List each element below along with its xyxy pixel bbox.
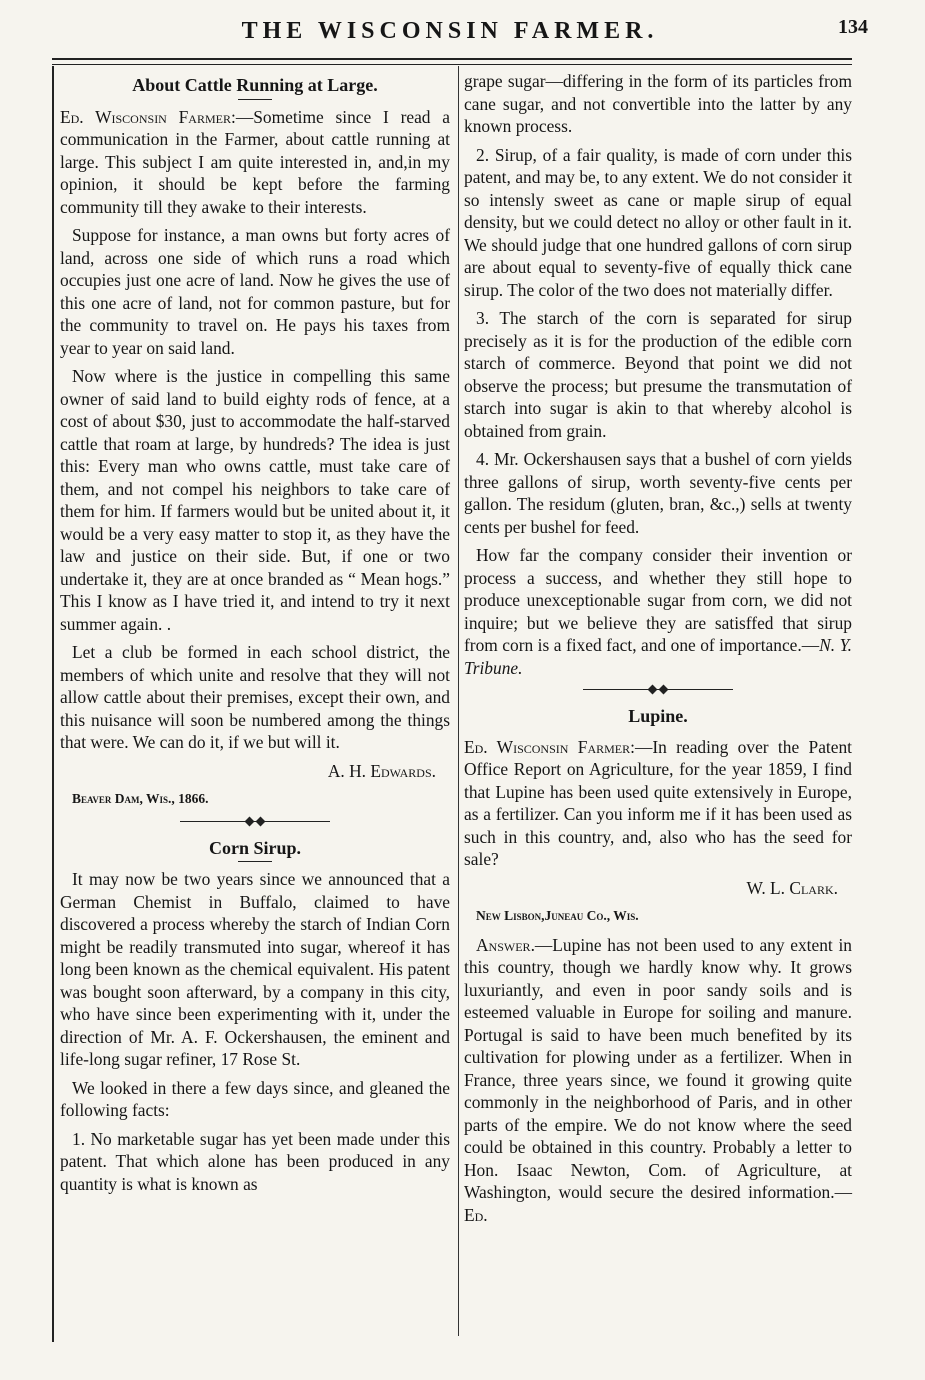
title-rule (238, 99, 272, 100)
sirup-paragraph-1: It may now be two years since we announced that a German Chemist in Buffalo, claimed to have discovered a process whereby the starch of Indian Corn might be readily transmuted into sugar, whereof it has long been known as the chemical equivalent. His patent was bought soon afterward, by a company in this city, who have since been experimenting with it, under the direction of Mr. A. F. Ockershausen, the eminent and life-long sugar refiner, 17 Rose St. (60, 869, 450, 1069)
sirup-paragraph-closing: How far the company consider their invention or process a success, and whether they still hope to produce unexceptionable sugar from corn, we did not inquire; but we believe they are satisffed that sirup from corn is a fixed fact, and one of importance.—N. Y. Tribune. (464, 545, 853, 678)
lupine-answer: Answer.—Lupine has not been used to any extent in this country, though we hardly know why. It grows luxuriantly, and even in poor sandy soils and is esteemed valuable in Europe for soiling and manure. Portugal is said to have been much benefited by its cultivation for plowing under as a fertilizer. When in France, three years since, we found it growing quite commonly in the neighborhood of Paris, and in other parts of the empire. We do not know where the seed could be obtained in this country. Probably a letter to Hon. Isaac Newton, Com. of Agriculture, at Washington, would secure the desired information.—Ed. (464, 934, 852, 1225)
cattle-signature: A. H. Edwards. (327, 760, 436, 781)
header-double-rule (52, 58, 852, 65)
section-divider (583, 685, 733, 695)
section-divider (180, 817, 330, 827)
cattle-paragraph-2: Suppose for instance, a man owns but forty acres of land, across one side of which runs a road which occupies just one acre of land. Now he gives the use of this one acre of land, not for common pasture, but for the community to travel on. He pays his taxes from year to year on said land. (60, 225, 450, 358)
lupine-dateline: New Lisbon,Juneau Co., Wis. (476, 908, 639, 923)
title-rule (238, 861, 272, 862)
left-column (60, 70, 450, 1201)
cattle-paragraph-1: Ed. Wisconsin Farmer:—Sometime since I read a communication in the Farmer, about cattle running at large. This subject I am quite interested in, and,in my opinion, it should be kept before the farming community till they awake to their interests. (60, 106, 450, 217)
lupine-signature: W. L. Clark. (746, 877, 838, 898)
right-column (464, 70, 852, 1232)
sirup-paragraph-item-2: 2. Sirup, of a fair quality, is made of corn under this patent, and may be, to any extent. We do not consider it so intensly sweet as cane or maple sirup of equal density, but we could detect no alloy or other fault in it. We should judge that one hundred gallons of corn sirup are about equal to seventy-five of equally thick cane sirup. The color of the two does not materially differ. (464, 144, 852, 300)
left-border-rule (52, 66, 54, 1342)
editor-initial: Ed. (464, 1204, 488, 1225)
sirup-paragraph-3: 1. No marketable sugar has yet been made under this patent. That which alone has been produced in any quantity is what is known as (60, 1128, 450, 1194)
salutation: Ed. Wisconsin Farmer (464, 736, 631, 757)
lupine-letter: Ed. Wisconsin Farmer:—In reading over the Patent Office Report on Agriculture, for the year 1859, I find that Lupine has been used quite extensively in Europe, as a fertilizer. Can you inform me if it has been used as such in this country, and, also who has the seed for sale? (464, 736, 852, 869)
cattle-dateline: Beaver Dam, Wis., 1866. (72, 791, 209, 806)
salutation: Ed. Wisconsin Farmer (60, 106, 231, 127)
page-number: 134 (838, 16, 868, 38)
sirup-continued-paragraph: grape sugar—differing in the form of its particles from cane sugar, and not convertible into the latter by any known process. (464, 71, 852, 136)
cattle-paragraph-3: Now where is the justice in compelling this same owner of said land to build eighty rods of fence, at a cost of about $30, just to accommodate the half-starved cattle that roam at large, by hundreds? The idea is just this: Every man who owns cattle, must take care of them, and not compel his neighbors to take care of them for him. If farmers would but be united about it, it would be a very easy matter to stop it, as they have the law and justice on their side. But, if one or two undertake it, they are at once branded as “ Mean hogs.” This I know as I have tried it, and intend to try it next summer again. . (60, 366, 450, 634)
sirup-paragraph-item-3: 3. The starch of the corn is separated for sirup precisely as it is for the production of the edible corn starch of commerce. Beyond that point we did not observe the process; but presume the transmutation of starch into sugar is akin to that whereby alcohol is obtained from grain. (464, 308, 852, 441)
cattle-paragraph-4: Let a club be formed in each school district, the members of which unite and resolve that they will not allow cattle about their premises, except their own, and this nuisance will soon be numbered among the things that were. We can do it, if we but will it. (60, 642, 450, 752)
article-title-corn-sirup: Corn Sirup. (208, 837, 302, 858)
page-header (50, 14, 868, 54)
column-divider (458, 66, 459, 1336)
masthead-title: THE WISCONSIN FARMER. (241, 18, 659, 44)
article-title-cattle: About Cattle Running at Large. (132, 75, 378, 95)
sirup-paragraph-item-4: 4. Mr. Ockershausen says that a bushel of corn yields three gallons of sirup, worth seventy-five cents per gallon. The residum (gluten, bran, &c.,) sells at twenty cents per bushel for feed. (464, 449, 852, 537)
article-title-lupine: Lupine. (628, 706, 688, 726)
source-credit: N. Y. Tribune. (464, 635, 853, 678)
answer-label: Answer (476, 934, 531, 955)
sirup-paragraph-2: We looked in there a few days since, and gleaned the following facts: (60, 1077, 450, 1120)
